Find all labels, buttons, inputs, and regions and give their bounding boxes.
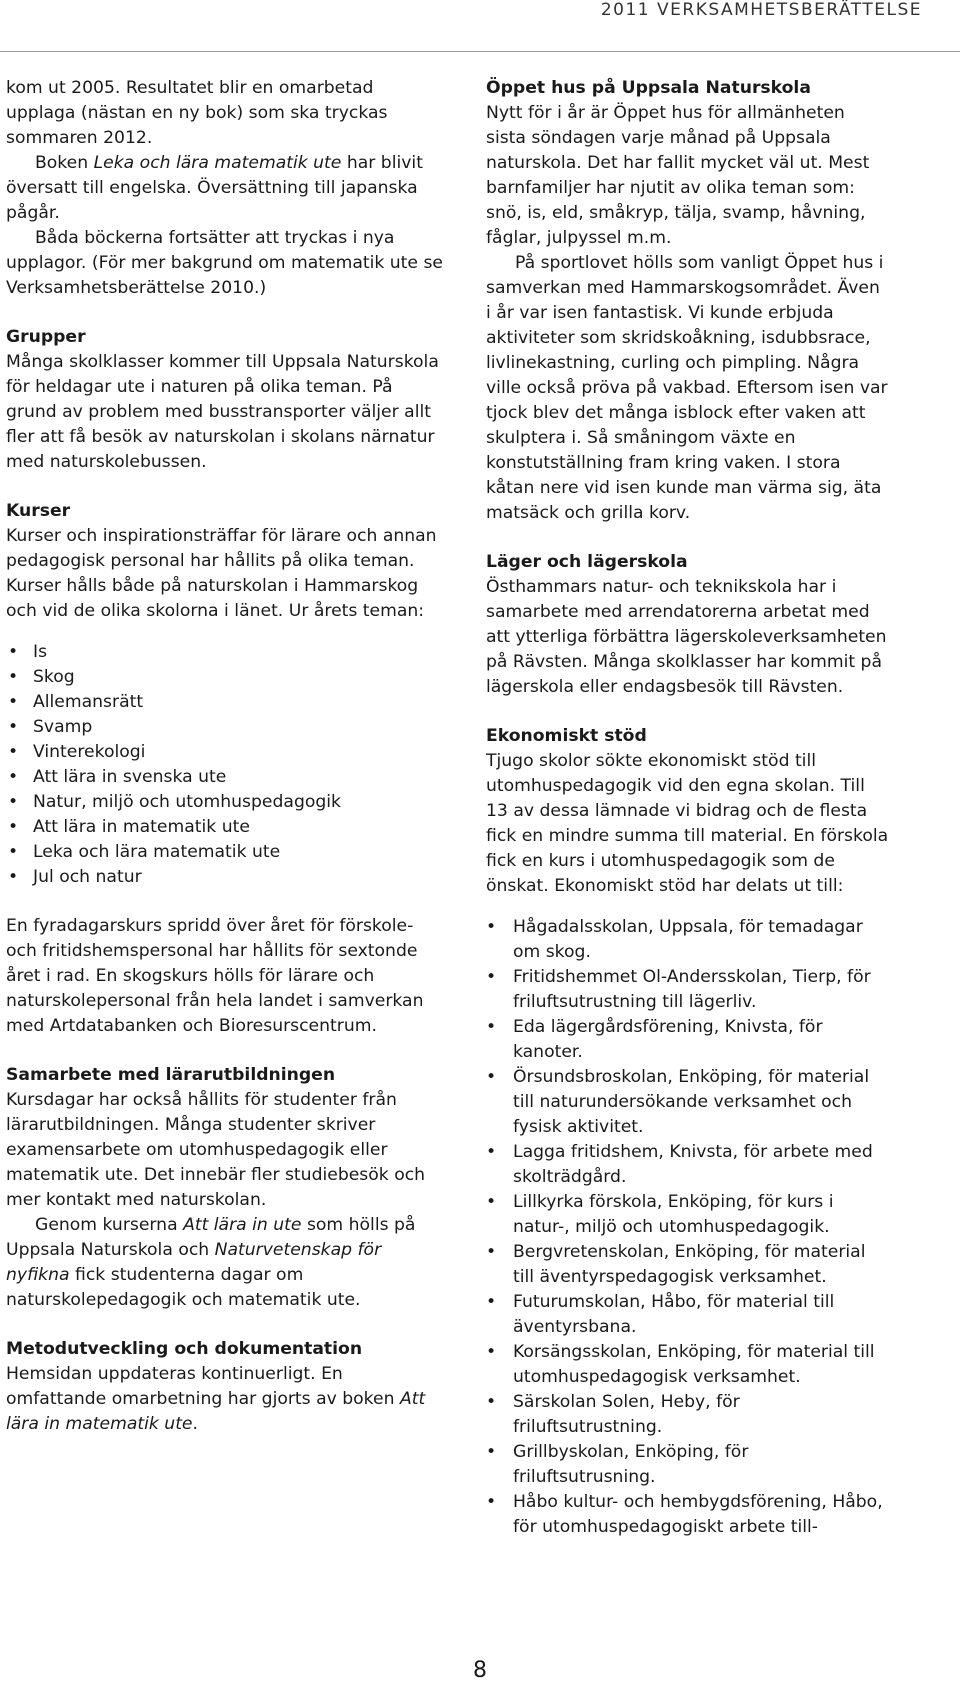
list-item: • Futurumskolan, Håbo, för material till äventyrsbana. [486, 1290, 890, 1340]
kurser-text: Kurser och inspirationsträffar för lärare och annan pedagogisk personal har hållits på olika teman. Kurser hålls både på naturskolan i Hammarskog och vid de olika skolorna i länet. Ur årets teman: [6, 526, 437, 621]
section-heading-metod: Metodutveckling och dokumentation [6, 1339, 363, 1359]
spacer [6, 301, 448, 325]
course-title: Att lära in ute [183, 1215, 302, 1235]
list-item: • Eda lägergårdsförening, Knivsta, för kanoter. [486, 1015, 890, 1065]
list-item: • Hågadalsskolan, Uppsala, för temadagar om skog. [486, 915, 890, 965]
page-header [0, 0, 960, 52]
section-heading-kurser: Kurser [6, 501, 71, 521]
list-item: • Fritidshemmet Ol-Andersskolan, Tierp, för friluftsutrustning till lägerliv. [486, 965, 890, 1015]
list-item: • Vinterekologi [6, 740, 448, 765]
spacer [486, 899, 890, 915]
section-heading-samarbete: Samarbete med lärarutbildningen [6, 1065, 336, 1085]
list-item: • Skog [6, 665, 448, 690]
list-item: • Håbo kultur- och hembygdsförening, Håbo, för utomhuspedagogiskt arbete till- [486, 1490, 890, 1540]
left-column [6, 76, 448, 1437]
list-item: • Särskolan Solen, Heby, för friluftsutrustning. [486, 1390, 890, 1440]
list-item: • Att lära in svenska ute [6, 765, 448, 790]
spacer [6, 1039, 448, 1063]
section-heading-ekonomi: Ekonomiskt stöd [486, 726, 647, 746]
intro-paragraph-3: Båda böckerna fortsätter att tryckas i nya upplagor. (För mer bakgrund om matematik ute se Verksamhetsberättelse 2010.) [6, 228, 443, 298]
spacer [6, 624, 448, 640]
list-item: • Natur, miljö och utomhuspedagogik [6, 790, 448, 815]
spacer [486, 526, 890, 550]
course-title: Naturvetenskap för nyfikna [6, 1240, 382, 1285]
samarbete-text: Kursdagar har också hållits för studenter från lärarutbildningen. Många studenter skriver examensarbete om utomhuspedagogik eller matematik ute. Det innebär fler studiebesök och mer kontakt med naturskolan. [6, 1090, 426, 1210]
grants-list [486, 915, 890, 1540]
samarbete-text-2: Genom kurserna Att lära in ute som hölls på Uppsala Naturskola och Naturvetenskap för nyfikna fick studenterna dagar om naturskolepedagogik och matematik ute. [6, 1215, 416, 1310]
grupper-text: Många skolklasser kommer till Uppsala Naturskola för heldagar ute i naturen på olika teman. På grund av problem med busstransporter väljer allt fler att få besök av naturskolan i skolans närnatur med naturskolebussen. [6, 352, 439, 472]
section-heading-oppet-hus: Öppet hus på Uppsala Naturskola [486, 78, 811, 98]
list-item: • Att lära in matematik ute [6, 815, 448, 840]
list-item: • Is [6, 640, 448, 665]
kurser-text-2: En fyradagarskurs spridd över året för förskole- och fritidshemspersonal har hållits för sextonde året i rad. En skogskurs hölls för lärare och naturskolepersonal från hela landet i samverkan med Artdatabanken och Bioresurscentrum. [6, 916, 424, 1036]
oppet-hus-text-2: På sportlovet hölls som vanligt Öppet hus i samverkan med Hammarskogsområdet. Även i år var isen fantastisk. Vi kunde erbjuda aktiviteter som skridskoåkning, isdubbsrace, livlinekastning, curling och pimpling. Några ville också pröva på vakbad. Eftersom isen var tjock blev det många isblock efter vaken att skulptera i. Så småningom växte en konstutställning fram kring vaken. I stora kåtan nere vid isen kunde man värma sig, äta matsäck och grilla korv. [486, 253, 888, 523]
spacer [6, 475, 448, 499]
list-item: • Allemansrätt [6, 690, 448, 715]
list-item: • Leka och lära matematik ute [6, 840, 448, 865]
list-item: • Korsängsskolan, Enköping, för material till utomhuspedagogisk verksamhet. [486, 1340, 890, 1390]
book-title: Att lära in matematik ute [6, 1389, 426, 1434]
list-item: • Svamp [6, 715, 448, 740]
header-rule [0, 51, 960, 52]
list-item: • Lillkyrka förskola, Enköping, för kurs i natur-, miljö och utomhuspedagogik. [486, 1190, 890, 1240]
intro-paragraph: kom ut 2005. Resultatet blir en omarbetad upplaga (nästan en ny bok) som ska tryckas sommaren 2012. [6, 78, 388, 148]
metod-text: Hemsidan uppdateras kontinuerligt. En omfattande omarbetning har gjorts av boken Att lära in matematik ute. [6, 1364, 426, 1434]
list-item: • Jul och natur [6, 865, 448, 890]
header-title: 2011 VERKSAMHETSBERÄTTELSE [600, 0, 922, 20]
page-number: 8 [473, 1658, 487, 1683]
right-column [486, 76, 890, 1540]
section-heading-lager: Läger och lägerskola [486, 552, 688, 572]
lager-text: Östhammars natur- och teknikskola har i samarbete med arrendatorerna arbetat med att ytterliga förbättra lägerskoleverksamheten på Rävsten. Många skolklasser har kommit på lägerskola eller endagsbesök till Rävsten. [486, 577, 887, 697]
spacer [6, 1313, 448, 1337]
book-title: Leka och lära matematik ute [93, 153, 342, 173]
section-heading-grupper: Grupper [6, 327, 86, 347]
ekonomi-text: Tjugo skolor sökte ekonomiskt stöd till utomhuspedagogik vid den egna skolan. Till 13 av dessa lämnade vi bidrag och de flesta fick en mindre summa till material. En förskola fick en kurs i utomhuspedagogik som de önskat. Ekonomiskt stöd har delats ut till: [486, 751, 889, 896]
list-item: • Lagga fritidshem, Knivsta, för arbete med skolträdgård. [486, 1140, 890, 1190]
list-item: • Grillbyskolan, Enköping, för friluftsutrusning. [486, 1440, 890, 1490]
intro-paragraph-2: Boken Leka och lära matematik ute har blivit översatt till engelska. Översättning till japanska pågår. [6, 153, 423, 223]
list-item: • Örsundsbroskolan, Enköping, för material till naturundersökande verksamhet och fysisk aktivitet. [486, 1065, 890, 1140]
spacer [486, 700, 890, 724]
spacer [6, 890, 448, 914]
themes-list [6, 640, 448, 890]
oppet-hus-text: Nytt för i år är Öppet hus för allmänheten sista söndagen varje månad på Uppsala naturskola. Det har fallit mycket väl ut. Mest barnfamiljer har njutit av olika teman som: snö, is, eld, småkryp, tälja, svamp, håvning, fåglar, julpyssel m.m. [486, 103, 870, 248]
list-item: • Bergvretenskolan, Enköping, för material till äventyrspedagogisk verksamhet. [486, 1240, 890, 1290]
